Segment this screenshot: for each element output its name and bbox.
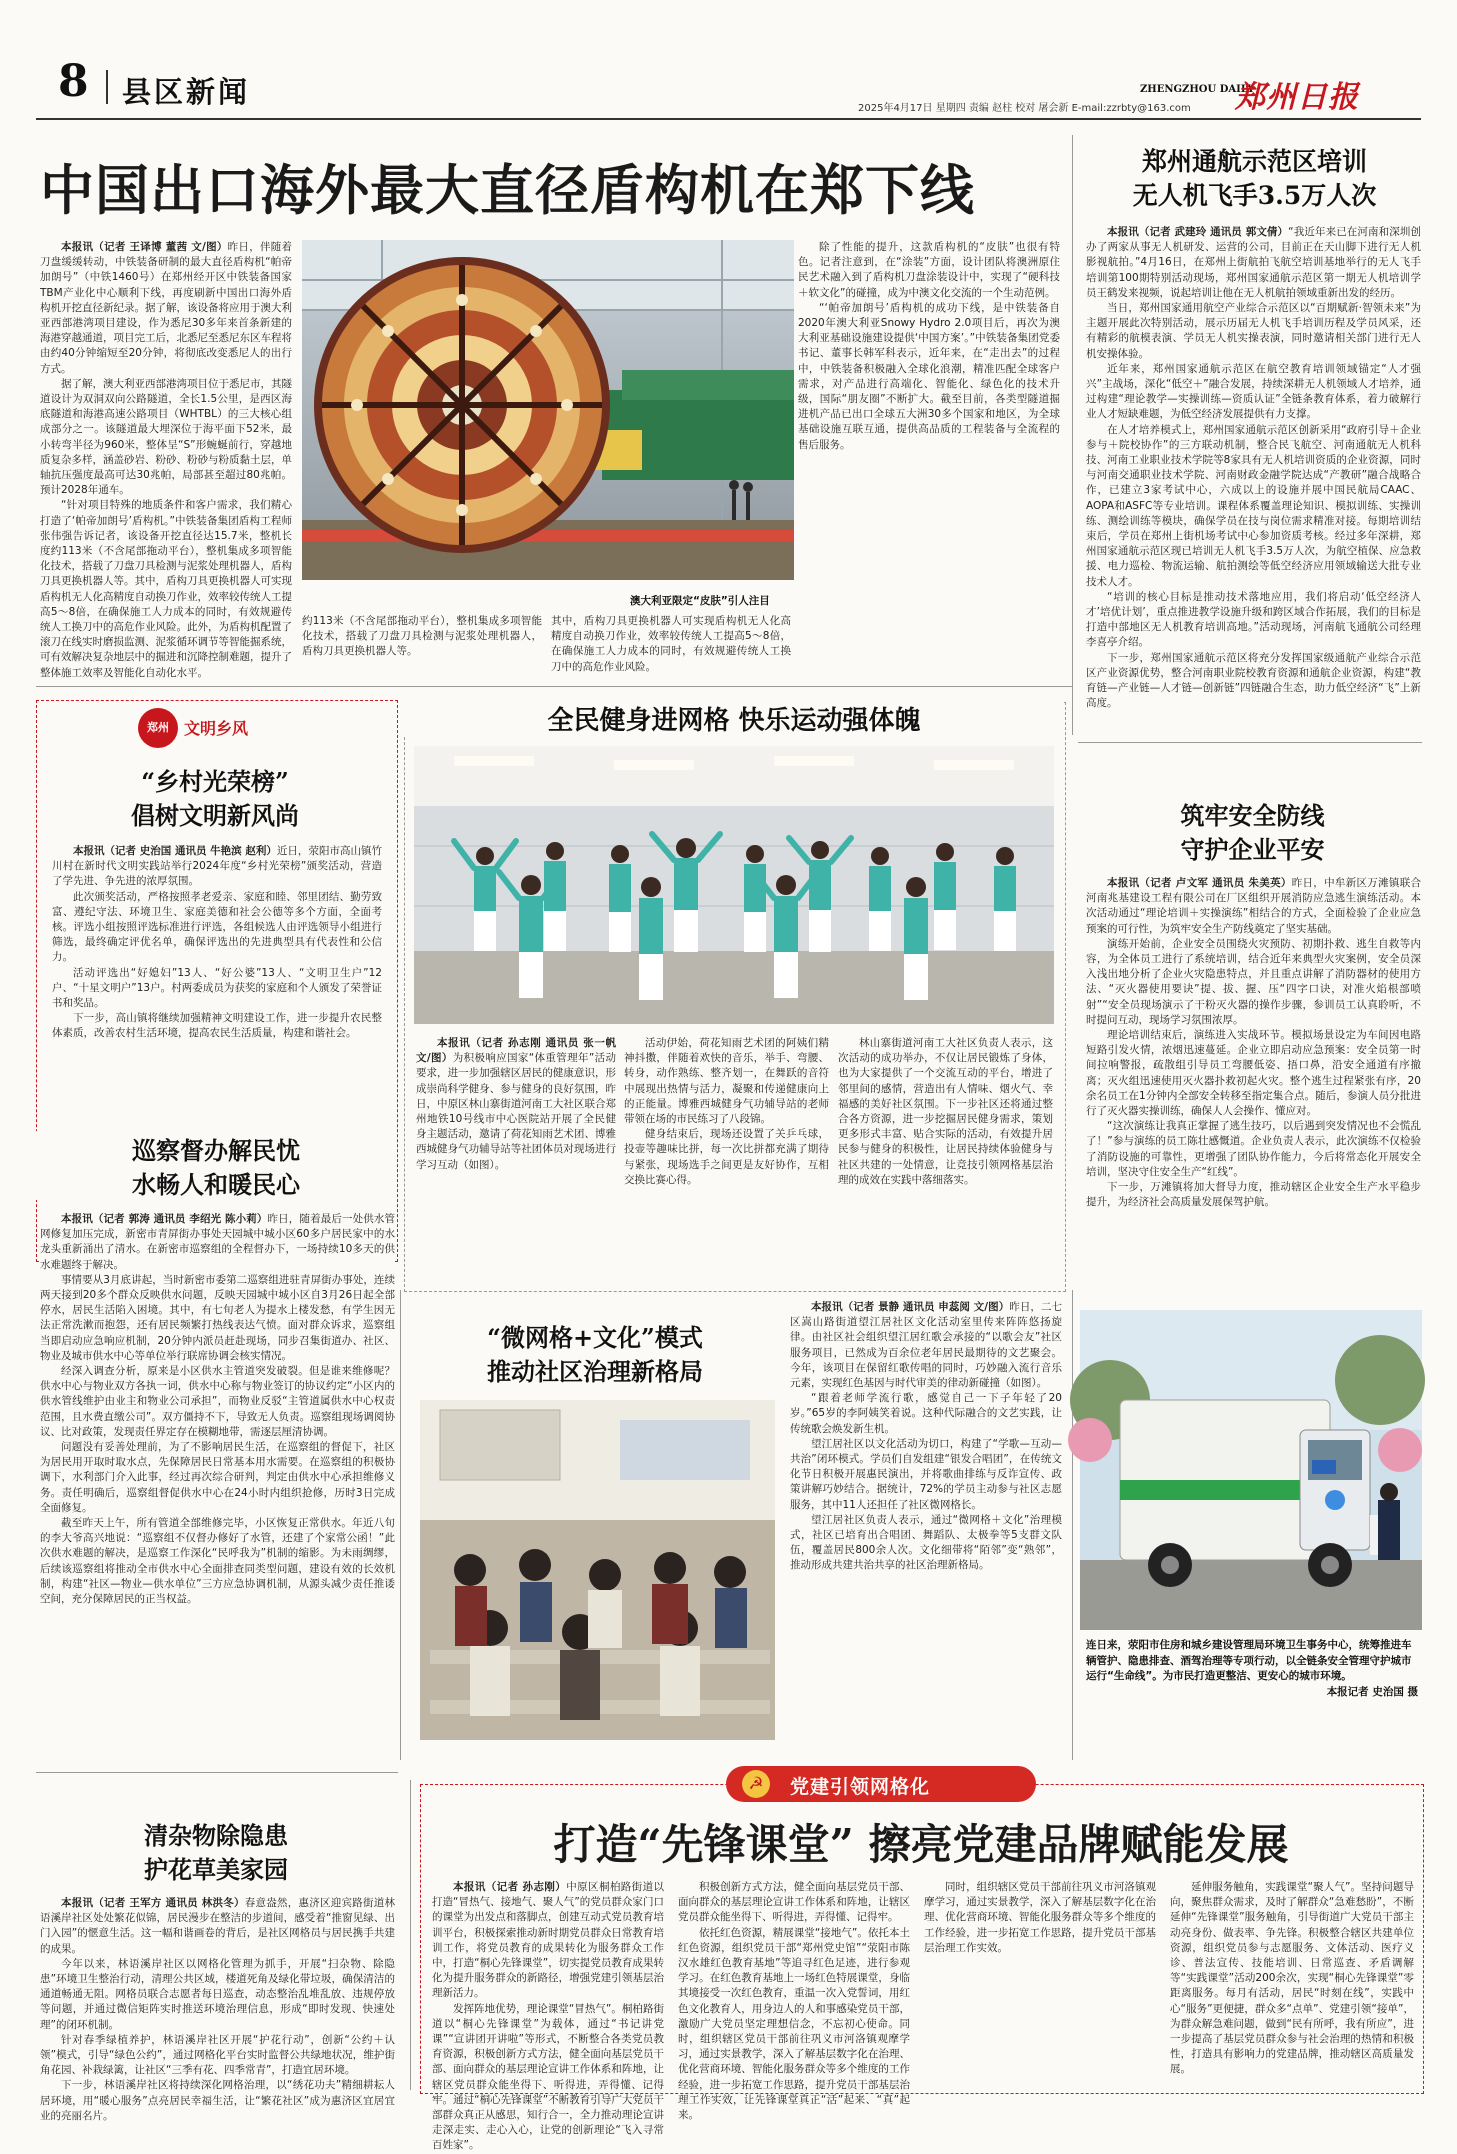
qingza-byline: 本报讯（记者 王军方 通讯员 林洪冬） — [61, 1897, 245, 1909]
drone-para-3: 近年来，郑州国家通航示范区在航空教育培训领域锚定“人才强兴”主战场，深化“低空＋”融合发展，持续深耕无人机领域人才培养，通过构建“理论教学—实操训练—资质认证”全链条教育体系，着力破解行业人才短缺难题，为低空经济发展提供有力支撑。 — [1086, 362, 1421, 421]
drone-byline: 本报讯（记者 武建玲 通讯员 郭文倩） — [1107, 226, 1289, 238]
qingza-para-3: 针对春季绿植养护，林语溪岸社区开展“护花行动”，创新“公约＋认领”模式，引导“绿色公约”，通过网格化平台实时监督公共绿地状况，维护街角花园、补栽绿篱，让社区“三季有花、四季常青”，打造宜居环境。 — [40, 2033, 395, 2077]
dangjian-para-2b: 积极创新方式方法，健全面向基层党员干部、面向群众的基层理论宣讲工作体系和阵地，让辖区党员群众能坐得下、听得进，弄得懂、记得牢。 — [678, 1881, 910, 1924]
jianshen-col-1 — [416, 1036, 616, 1281]
lead-para-5: “‘帕帝加朗号’盾构机的成功下线，是中铁装备自2020年澳大利亚Snowy Hydro 2.0项目后，再次为澳大利亚基础设施建设提供‘中国方案’。”中铁装备集团党委书记、董事长韩军科表示，近年来，在“走出去”的过程中，中铁装备积极融入全球化浪潮，精准匹配全球客户需求，对产品进行高端化、智能化、绿色化的技术升级，国际“朋友圈”不断扩大。截至目前，各类型隧道掘进机产品已出口全球五大洲30多个国家和地区，为全球基础设施互联互通，提供高品质的工程装备与全流程的售后服务。 — [798, 301, 1060, 451]
wenming-headline-2: 倡树文明新风尚 — [131, 801, 299, 830]
dangjian-para-4: 延伸服务触角，实践课堂“聚人气”。坚持问题导向，聚焦群众需求，及时了解群众“急难愁盼”，不断延伸“先锋课堂”服务触角，引导街道广大党员干部主动亮身份、做表率、争先锋。积极整合辖区共建单位资源，组织党员参与志愿服务、文体活动、医疗义诊、普法宣传、技能培训、日常巡查、矛盾调解等“实践课堂”活动200余次，实现“桐心先锋课堂”零距离服务。每月有活动，居民“时刻在线”，实践中心“服务”更便捷，群众多“点单”、党建引领“接单”，为群众解急难问题，做到“民有所呼，我有所应”，进一步提高了基层党员群众参与社会治理的热情和积极性，打造具有影响力的党建品牌，推动辖区高质量发展。 — [1170, 1881, 1414, 2076]
lead-para-4: 除了性能的提升，这款盾构机的“皮肤”也很有特色。记者注意到，在“涂装”方面，设计团队将澳洲原住民艺术融入到了盾构机刀盘涂装设计中，实现了“硬科技＋软文化”的碰撞，成为中澳文化交流的一个生动范例。 — [798, 241, 1060, 299]
xuncha-para-4: 问题没有妥善处理前，为了不影响居民生活，在巡察组的督促下，社区为居民用开取时取水点，先保障居民日常基本用水需要。在巡察组的积极协调下，水利部门介入此事，经过再次综合研判，判定由供水中心承担维修义务。责任明确后，巡察组督促供水中心在24小时内组织抢修，历时3日完成全面修复。 — [40, 1441, 395, 1514]
lead-byline: 本报讯（记者 王译博 董茜 文/图） — [61, 241, 228, 253]
safety-headline-1: 筑牢安全防线 — [1180, 801, 1325, 830]
wenming-para-3: 活动评选出“好媳妇”13人、“好公婆”13人、“文明卫生户”12户、“十星文明户”13户。村两委成员为获奖的家庭和个人颁发了荣誉证书和奖品。 — [52, 966, 382, 1010]
weiwangge-para-4: 望江居社区负责人表示，通过“微网格＋文化”治理模式，社区已培育出合唱团、舞蹈队、太极拳等5支群文队伍，覆盖居民800余人次。文化细带将“陌邻”变“熟邻”，推动形成共建共治共享的社区治理新格局。 — [790, 1513, 1062, 1572]
xuncha-para-5: 截至昨天上午，所有管道全部维修完毕，小区恢复正常供水。年近八旬的李大爷高兴地说：“巡察组不仅督办修好了水管，还建了个家常公函！”此次供水难题的解决，是巡察工作深化“民呼我为”机制的缩影。为未雨绸缪，后续该巡察组将推动全市供水中心全面排查同类型问题，建设有效的长效机制，构建“社区—物业—供水单位”三方应急协调机制，从源头减少责任推诿空间，充分保障居民的正当权益。 — [40, 1517, 395, 1606]
lead-col-4 — [798, 240, 1060, 740]
header-rule — [36, 118, 1421, 120]
drone-para-5: “培训的核心目标是推动技术落地应用，我们将启动‘低空经济人才’培优计划’，重点推进教学设施升级和跨区域合作拓展，我们的目标是打造中部地区无人机教育培训高地。”活动现场，河南航飞通航公司经理李喜亭介绍。 — [1086, 590, 1421, 649]
dangjian-banner-text: 党建引领网格化 — [790, 1776, 931, 1798]
jianshen-headline: 全民健身进网格 快乐运动强体魄 — [404, 700, 1064, 737]
paper-name-en: ZHENGZHOU DAILY — [1140, 84, 1255, 95]
weiwangge-para-1: 昨日，二七区嵩山路街道望江居社区文化活动室里传来阵阵悠扬旋律。由社区社会组织望江居红歌会承接的“以歌会友”社区服务项目，已然成为百余位老年居民最期待的文艺聚会。今年，该项目在保留红歌传唱的同时，巧妙融入流行音乐元素，实现红色基因与时代审美的律动新碰撞（如图）。 — [790, 1301, 1063, 1390]
dangjian-para-1: 中原区桐柏路街道以打造“冒热气、接地气、聚人气”的党员群众家门口的课堂为出发点和落脚点，创建互动式党员教育培训平台，积极探索推动新时期党员群众日常教育培训工作，将党员教育的成果转化为服务群众工作中，打造“桐心先锋课堂”，切实提党员教育成果转化为提升服务群众的新路径，增强党建引领基层治理新活力。 — [432, 1881, 665, 2000]
qingza-para-4: 下一步，林语溪岸社区将持续深化网格治理，以“绣花功夫”精细耕耘人居环境，用“暖心服务”点亮居民幸福生活，让“繁花社区”成为惠济区宜居宜业的亮丽名片。 — [40, 2079, 395, 2122]
wenming-para-1: 近日，荥阳市高山镇竹川村在新时代文明实践站举行2024年度“乡村光荣榜”颁奖活动，营造了学先进、争先进的浓厚氛围。 — [52, 845, 382, 888]
paper-logo: 郑州日报 — [1235, 80, 1359, 115]
xuncha-para-1: 昨日，随着最后一处供水管网修复加压完成，新密市青屏街办事处天园城中城小区60多户居民家中的水龙头重新涌出了清水。在新密市巡察组的全程督办下，一场持续10多天的供水难题终于解决。 — [40, 1213, 396, 1271]
jianshen-para-3: 健身结束后，现场还设置了关乒乓球，投壶等趣味比拼，每一次比拼都充满了期待与紧张，现场选手之间更是友好协作，互相交换比赛心得。 — [624, 1128, 829, 1186]
drone-para-1: “我近年来已在河南和深圳创办了两家从事无人机研发、运营的公司，目前正在天山脚下进行无人机影视航拍。”4月16日，在郑州上街航拍飞航空培训基地举行的无人飞手培训第100期特别活动现场，郑州国家通航示范区第一期无人机培训学员王鹤发来视频，说起培训让他在无人机航拍领域重新出发的经历。 — [1086, 226, 1421, 299]
lead-headline: 中国出口海外最大直径盾构机在郑下线 — [40, 158, 975, 222]
safety-para-1: 昨日，中牟新区万滩镇联合河南兆基建设工程有限公司在厂区组织开展消防应急逃生演练活动。本次活动通过“理论培训＋实操演练”相结合的方式，全面检验了企业应急预案的可行性，为筑牢安全生产防线奠定了坚实基础。 — [1086, 877, 1421, 935]
wenming-byline: 本报讯（记者 史治国 通讯员 牛艳滨 赵利） — [73, 845, 277, 857]
jianshen-para-4: 林山寨街道河南工大社区负责人表示，这次活动的成功举办，不仅让居民锻炼了身体，也为大家提供了一个交流互动的平台，增进了邻里间的感情，营造出有人情味、烟火气、幸福感的美好社区氛围。下一步社区还将通过整合各方资源，进一步挖掘居民健身需求，策划更多形式丰富、贴合实际的活动，有效提升居民参与健身的积极性，让居民持续体验健身与社区共建的一处情意，让竞技引领网格基层治理的成效在实践中落细落实。 — [838, 1037, 1053, 1186]
weiwangge-headline-2: 推动社区治理新格局 — [487, 1357, 703, 1386]
rule-right-mid — [1078, 742, 1422, 743]
lead-para-3-cont2: 其中，盾构刀具更换机器人可实现盾构机无人化高精度自动换刀作业，效率较传统人工提高5～8倍，在确保施工人力成本的同时，有效规避传统人工换刀中的高危作业风险。 — [551, 615, 791, 673]
drone-article — [1086, 225, 1421, 730]
sanitation-caption-text: 连日来，荥阳市住房和城乡建设管理局环境卫生事务中心，统筹推进车辆管护、隐患排查、酒驾治理等专项行动，以全链条安全管理守护城市运行“生命线”。为市民打造更整洁、更安心的城市环境。 — [1086, 1639, 1412, 1682]
xuncha-headline-1: 巡察督办解民忧 — [36, 1131, 396, 1166]
safety-headline-2: 守护企业平安 — [1180, 835, 1325, 864]
jianshen-col-2 — [624, 1036, 829, 1281]
tbm-photo — [302, 240, 794, 580]
safety-article — [1086, 876, 1421, 1326]
qingza-headline-1: 清杂物除隐患 — [144, 1821, 288, 1850]
safety-para-3: 理论培训结束后，演练进入实战环节。模拟场景设定为车间因电路短路引发火情，浓烟迅速蔓延。企业立即启动应急预案：安全员第一时间拉响警报，疏散组引导员工弯腰低姿、捂口鼻，沿安全通道有序撤离；灭火组迅速使用灭火器扑救初起火灾。整个逃生过程紧张有序，20余名员工在1分钟内全部安全转移至指定集合点。随后，参演人员分批进行了灭火器实操训练，确保人人会操作、懂应对。 — [1086, 1029, 1421, 1118]
dangjian-col-4 — [1170, 1880, 1414, 2085]
lead-para-2: 据了解，澳大利亚西部港湾项目位于悉尼市，其隧道设计为双洞双向公路隧道，全长1.5公里，是西区海底隧道和海港高速公路项目（WHTBL）的三大核心组成部分之一。该隧道最大埋深位于海平面下52米，最小转弯半径为960米，整体呈“S”形蜿蜒前行，穿越地质复杂多样，涵盖砂岩、粉砂、粉砂与粉质黏土层，单轴抗压强度最高可达30兆帕，局部甚至超过80兆帕。预计2028年通车。 — [40, 377, 292, 497]
dangjian-col-3 — [924, 1880, 1156, 2085]
xuncha-headline-2: 水畅人和暖民心 — [36, 1165, 396, 1200]
jianshen-col-3 — [838, 1036, 1053, 1281]
header-divider — [106, 70, 108, 104]
safety-para-2: 演练开始前，企业安全员围绕火灾预防、初期扑救、逃生自救等内容，为全体员工进行了系统培训，结合近年来典型火灾案例，安全员深入浅出地分析了企业火灾隐患特点，并且重点讲解了消防器材的使用方法、“灭火器使用要诀”提、拔、握、压“四字口诀，对准火焰根部喷射”“安全员现场演示了干粉灭火器的操作步骤，参训员工认真聆听，不时提问互动，现场学习氛围浓厚。 — [1086, 937, 1421, 1026]
xuncha-byline: 本报讯（记者 郭涛 通讯员 李绍光 陈小莉） — [61, 1213, 268, 1225]
col-rule-1 — [1072, 135, 1073, 735]
drone-headline-1: 郑州通航示范区培训 — [1141, 147, 1367, 176]
qingza-para-2: 今年以来，林语溪岸社区以网格化管理为抓手，开展“扫杂物、除隐患”环境卫生整治行动，清理公共区域，楼道死角及绿化带垃圾，确保清洁的通道畅通无阻。网格员联合志愿者每日巡查，动态整治乱堆乱放、违规停放等问题，并通过微信矩阵实时推送环境治理信息，形成“即时发现、快速处理”的闭环机制。 — [40, 1957, 395, 2031]
wenming-badge-icon: 郑州 — [138, 708, 178, 748]
sanitation-photo-credit: 本报记者 史治国 摄 — [1326, 1685, 1418, 1698]
jianshen-para-2: 活动伊始，荷花知雨艺术团的阿姨们精神抖擞，伴随着欢快的音乐，举手、弯腰、转身，动作熟练、整齐划一，在舞跃的音符中展现出热情与活力，凝聚和传递健康向上的正能量。博雅西城健身气功辅导站的老师带领在场的市民练习了八段锦。 — [624, 1037, 829, 1126]
dangjian-byline: 本报讯（记者 孙志刚） — [453, 1881, 567, 1893]
dangjian-para-3: 依托红色资源，精展课堂“接地气”。依托本土红色资源，组织党员干部“郑州党史馆”“荥阳市陈汉水雄红色教育基地”等追寻红色足迹，进行参观学习。在红色教育基地上一场红色特展课堂，身临其境接受一次红色教育，重温一次入党誓词，用红色文化教育人，用身边人的人和事感染党员干部，激励广大党员坚定理想信念，不忘初心使命。同时，组织辖区党员干部前往巩义市河洛镇观摩学习，通过实景教学，深入了解基层数字化在治理、优化营商环境、智能化服务群众等多个维度的工作经验，进一步拓宽工作思路，提升党员干部基层治理工作实效，让先锋课堂真正“活”起来、“真”起来。 — [678, 1926, 910, 2122]
dangjian-col-2 — [678, 1880, 910, 2122]
weiwangge-headline-1: “微网格+文化”模式 — [487, 1323, 703, 1352]
qingza-para-1: 春意盎然，惠济区迎宾路街道林语溪岸社区处处繁花似锦，居民漫步在整洁的步道间，感受着“推窗见绿、出门入园”的惬意生活。这一幅和谐画卷的背后，是社区网格员与居民携手共建的成果。 — [40, 1897, 395, 1955]
col-rule-3 — [1072, 1290, 1073, 1760]
date-line: 2025年4月17日 星期四 责编 赵柱 校对 屠会新 E-mail:zzrbty@163.com — [858, 103, 1191, 114]
lead-para-3: “针对项目特殊的地质条件和客户需求，我们精心打造了‘帕帝加朗号’盾构机。”中铁装备集团盾构工程师张伟强告诉记者，该设备开挖直径达15.7米，整机长度约113米（不含尾部拖动平台），整机集成多项智能化技术，搭载了刀盘刀具检测与泥浆处理机器人，盾构刀具更换机器人等。其中，盾构刀具更换机器人可实现盾构机无人化高精度自动换刀作业，效率较传统人工提高5～8倍，在确保施工人力成本的同时，有效规避传统人工换刀中的高危作业风险。此外，为盾构机配置了滚刀在线实时磨损监测、泥浆循环调节等智能掘系统，可有效解决复杂地层中的掘进和沉降控制难题，提升了整体施工效率及智能化自动化水平。 — [40, 499, 292, 679]
safety-byline: 本报讯（记者 卢文军 通讯员 朱美英） — [1107, 877, 1292, 889]
drone-headline-2: 无人机飞手3.5万人次 — [1132, 181, 1377, 210]
wenming-para-2: 此次颁奖活动，严格按照孝老爱亲、家庭和睦、邻里团结、勤劳致富、遵纪守法、环境卫生、家庭美德和社会公德等多个方面，全面考核。评选小组按照评选标准进行评选，各组候选人由评选领导小组进行筛选，最终确定评优名单，确保评选出的先进典型具有代表性和公信力。 — [52, 890, 382, 964]
col-rule-4 — [410, 1780, 411, 2090]
weiwangge-article — [790, 1300, 1062, 1760]
jianshen-para-1: 为积极响应国家“体重管理年”活动要求，进一步加强辖区居民的健康意识，形成崇尚科学健身、参与健身的良好氛围，昨日，中原区林山寨街道河南工大社区联合郑州地铁10号线市中心医院站开展了全民健身主题活动，邀请了荷花知雨艺术团、博雅西城健身气功辅导站等社团体员对现场进行学习互动（如图）。 — [416, 1052, 616, 1171]
wenming-badge: 文明乡风 — [184, 719, 249, 738]
weiwangge-photo — [420, 1400, 775, 1740]
drone-para-2: 当日，郑州国家通用航空产业综合示范区以“百期赋新·智领未来”为主题开展此次特别活动，展示历届无人机飞手培训历程及学员风采，还有精彩的航模表演、学员无人机实操表演，同时邀请相关部门进行无人机安操体验。 — [1086, 302, 1421, 360]
wenming-headline-1: “乡村光荣榜” — [141, 767, 289, 796]
safety-para-4: “这次演练让我真正掌握了逃生技巧，以后遇到突发情况也不会慌乱了！”参与演练的员工陈壮感慨道。企业负责人表示，此次演练不仅检验了消防设施的可靠性，更增强了团队协作能力，今后将常态化开展安全培训，坚决守住安全生产“红线”。 — [1086, 1120, 1421, 1178]
dangjian-headline: 打造“先锋课堂” 擦亮党建品牌赋能发展 — [553, 1820, 1289, 1869]
sanitation-truck-photo — [1080, 1310, 1422, 1630]
lead-para-3-cont: 约113米（不含尾部拖动平台），整机集成多项智能化技术，搭载了刀盘刀具检测与泥浆处理机器人，盾构刀具更换机器人等。 — [302, 615, 542, 658]
page-number: 8 — [58, 56, 89, 107]
weiwangge-para-2: “跟着老师学流行歌，感觉自己一下子年轻了20岁。”65岁的李阿姨笑着说。这种代际融合的文艺实践，让传统歌会焕发新生机。 — [790, 1392, 1062, 1435]
dangjian-para-3b: 同时，组织辖区党员干部前往巩义市河洛镇观摩学习，通过实景教学，深入了解基层数字化在治理、优化营商环境、智能化服务群众等多个维度的工作经验，进一步拓宽工作思路，提升党员干部基层治理工作实效。 — [924, 1881, 1156, 1954]
tbm-photo-caption: 澳大利亚限定“皮肤”引人注目 — [630, 595, 770, 607]
section-title: 县区新闻 — [122, 75, 251, 109]
sanitation-photo-caption — [1086, 1638, 1418, 1700]
rule-mid-left — [36, 686, 1072, 687]
jianshen-byline: 本报讯（记者 孙志刚 通讯员 张一帆 文/图） — [416, 1037, 616, 1065]
lead-col-1 — [40, 240, 293, 679]
qingza-article — [40, 1896, 395, 2122]
drone-para-4: 在人才培养模式上，郑州国家通航示范区创新采用“政府引导＋企业参与＋院校协作”的三方联动机制，整合民飞航空、河南通航无人机科技、河南工业职业技术学院等8家具有无人机培训资质的企业资源，同时与河南交通职业技术学院、河南财政金融学院达成“产教研”融合战略合作，已建立3家考试中心，六成以上的设施并展中国民航局CAAC、AOPA和ASFC等专业培训。课程体系覆盖理论知识、模拟训练、实操训练、测绘训练等模块，确保学员在技与岗位需求精准对接。每期培训结束后，学员在郑州上街机场考试中心参加资质考核。经过多年深耕，郑州国家通航示范区现已培训无人机飞手3.5万人次，为航空植保、应急救援、电力巡检、物流运输、航拍测绘等低空经济应用领域输送大批专业技术人才。 — [1086, 423, 1421, 588]
drone-para-6: 下一步，郑州国家通航示范区将充分发挥国家级通航产业综合示范区产业资源优势，整合河南职业院校教育资源和通航企业资源，构建“教育链—产业链—人才链—创新链”四链融合生态，助力低空经济“飞”上新高度。 — [1086, 651, 1421, 710]
xuncha-article — [40, 1212, 395, 1757]
jianshen-photo — [414, 746, 1054, 1024]
rule-bottom-left — [36, 1772, 398, 1773]
qingza-headline-2: 护花草美家园 — [144, 1855, 288, 1884]
weiwangge-para-3: 望江居社区以文化活动为切口，构建了“学歌—互动—共治”闭环模式。学员们自发组建“银发合唱团”，在传统文化节日积极开展惠民演出，并将歌曲排练与反诈宣传、政策讲解巧妙结合。据统计，72%的学员主动参与社区志愿服务，其中11人还担任了社区微网格长。 — [790, 1437, 1062, 1511]
party-emblem-icon: ☭ — [742, 1770, 770, 1798]
col-rule-2 — [400, 1290, 401, 1760]
lead-para-1: 昨日，伴随着刀盘缓缓转动，中铁装备研制的最大直径盾构机“帕帝加朗号”（中铁1460号）在郑州经开区中铁装备国家TBM产业化中心顺利下线，再度刷新中国出口海外盾构机开挖直径新纪录。据了解，该设备将应用于澳大利亚西部港湾项目建设，作为悉尼30多年来首条新建的海港穿越通道，项目完工后，北悉尼至悉尼东区车程将由约40分钟缩短至20分钟，将彻底改变悉尼人的出行方式。 — [40, 241, 293, 375]
weiwangge-byline: 本报讯（记者 景静 通讯员 申蕊阅 文/图） — [811, 1301, 1010, 1313]
dangjian-para-2: 发挥阵地优势，理论课堂“冒热气”。桐柏路街道以“桐心先锋课堂”为载体，通过“书记讲党课”“宣讲团开讲啦”等形式，不断整合各类党员教育资源，积极创新方式方法，健全面向基层党员干部、面向群众的基层理论宣讲工作体系和阵地，让辖区党员群众能坐得下、听得进，弄得懂、记得牢。通过“桐心先锋课堂”不断教育引导广大党员干部群众真正从感思，知行合一，全力推动理论宣讲走深走实、走心入心，让党的创新理论“飞入寻常百姓家”。 — [432, 2002, 664, 2152]
dangjian-col-1 — [432, 1880, 665, 2152]
wenming-para-4: 下一步，高山镇将继续加强精神文明建设工作，进一步提升农民整体素质，改善农村生活环境，提高农民生活质量，构建和谐社会。 — [52, 1012, 382, 1040]
xuncha-para-3: 经深入调查分析，原来是小区供水主管道突发破裂。但是谁来维修呢？供水中心与物业双方各执一词，供水中心称与物业签订的协议约定“小区内的供水管线维护由业主和物业公司承担”，而物业反驳“主管道属供水中心权责范围，且水费直缴公司”。双方僵持不下，导致无人负责。巡察组现场调阅协议、比对政策，发现责任界定存在模糊地带，需逐层厘清协调。 — [40, 1365, 395, 1438]
xuncha-para-2: 事情要从3月底讲起，当时新密市委第二巡察组进驻青屏街办事处，连续两天接到20多个群众反映供水问题，反映天园城中城小区自3月26日起全部停水，居民生活陷入困境。其中，有七旬老人为提水上楼发愁，有学生因无法正常洗漱而抱怨，还有居民频繁打热线表达气愤。面对群众诉求，巡察组当即启动应急响应机制，20分钟内派员赶赴现场，同步召集街道办、社区、物业及城市供水中心等单位举行联席协调会核实情况。 — [40, 1273, 395, 1362]
safety-para-5: 下一步，万滩镇将加大督导力度，推动辖区企业安全生产水平稳步提升，为经济社会高质量发展保驾护航。 — [1086, 1181, 1421, 1209]
